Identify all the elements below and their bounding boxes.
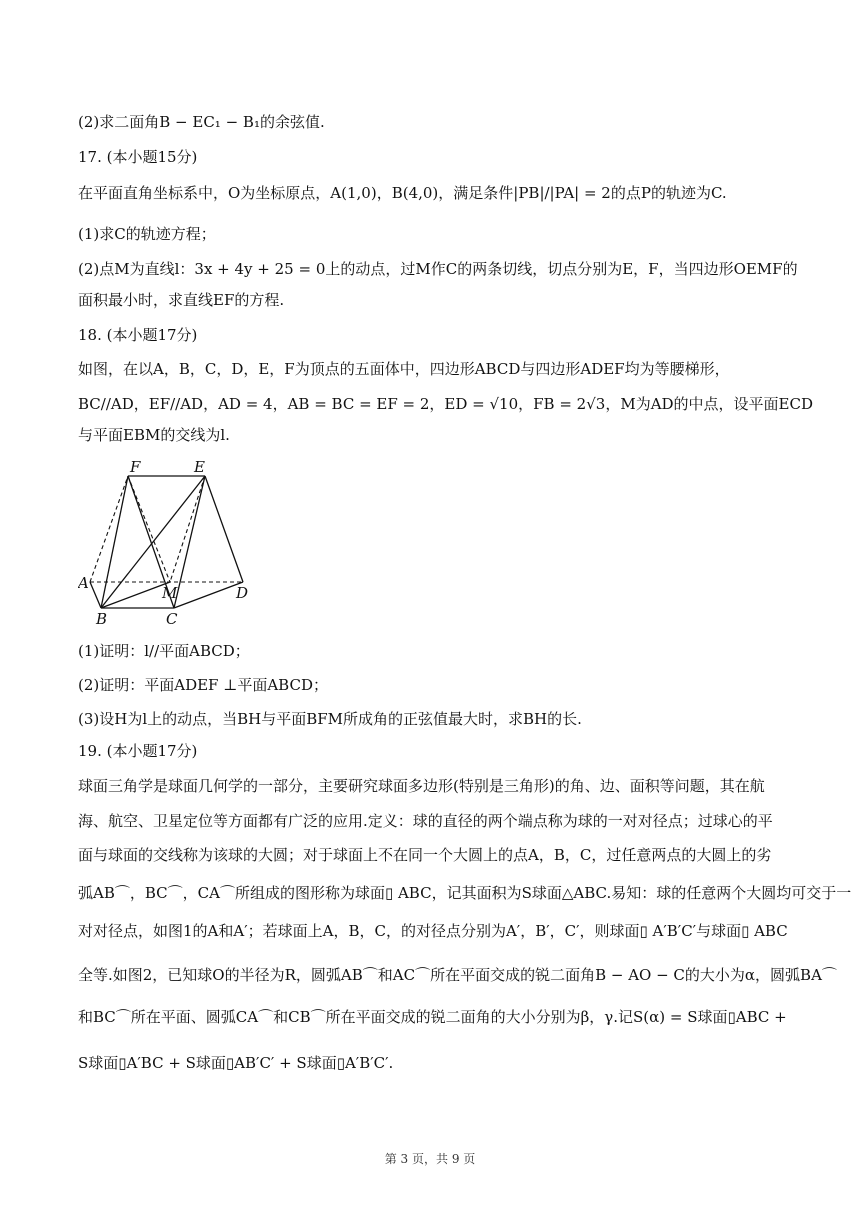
label-F: F [130,458,141,476]
text-line-3: 在平面直角坐标系中，O为坐标原点，A(1,0)，B(4,0)，满足条件|PB|/|PA| = 2的点P的轨迹为C. [78,184,727,202]
edge-AB [90,582,101,608]
text-line-12: (2)证明：平面ADEF ⊥平面ABCD； [78,676,328,694]
label-B: B [96,610,108,628]
edge-FB [101,476,128,608]
text-line-9: BC//AD，EF//AD，AD = 4，AB = BC = EF = 2，ED = √10，FB = 2√3，M为AD的中点，设平面ECD [78,395,814,413]
pentahedron-figure [78,456,268,628]
edge-ED [205,476,243,582]
label-C: C [166,610,178,628]
edge-EM-hidden [170,476,205,582]
text-line-5: (2)点M为直线l：3x + 4y + 25 = 0上的动点，过M作C的两条切线，切点分别为E，F，当四边形OEMF的 [78,260,798,278]
text-line-15: 球面三角学是球面几何学的一部分，主要研究球面多边形(特别是三角形)的角、边、面积等问题，其在航 [78,777,765,795]
text-line-1: (2)求二面角B − EC₁ − B₁的余弦值. [78,113,325,131]
page-footer: 第 3 页，共 9 页 [384,1152,476,1166]
label-E: E [194,458,205,476]
label-D: D [236,584,249,602]
text-line-8: 如图，在以A，B，C，D，E，F为顶点的五面体中，四边形ABCD与四边形ADEF均为等腰梯形， [78,360,730,378]
text-line-21: 和BC⌒所在平面、圆弧CA⌒和CB⌒所在平面交成的锐二面角的大小分别为β，γ.记S(α) = S球面▯ABC + [78,1008,787,1026]
text-line-6: 面积最小时，求直线EF的方程. [78,291,285,309]
edge-CD [174,582,243,608]
text-line-13: (3)设H为l上的动点，当BH与平面BFM所成角的正弦值最大时，求BH的长. [78,710,582,728]
text-line-17: 面与球面的交线称为该球的大圆；对于球面上不在同一个大圆上的点A，B，C，过任意两点的大圆上的劣 [78,846,772,864]
text-line-11: (1)证明：l//平面ABCD； [78,642,250,660]
text-line-16: 海、航空、卫星定位等方面都有广泛的应用.定义：球的直径的两个端点称为球的一对对径点；过球心的平 [78,812,773,830]
label-M: M [162,584,178,602]
text-line-4: (1)求C的轨迹方程； [78,225,216,243]
text-line-22: S球面▯A′BC + S球面▯AB′C′ + S球面▯A′B′C′. [78,1054,394,1072]
text-line-14: 19. (本小题17分) [78,742,198,760]
text-line-10: 与平面EBM的交线为l. [78,426,230,444]
label-A: A [78,574,89,592]
text-line-2: 17. (本小题15分) [78,148,198,166]
text-line-18: 弧AB⌒，BC⌒，CA⌒所组成的图形称为球面▯ ABC，记其面积为S球面△ABC.易知：球的任意两个大圆均可交于一 [78,884,852,902]
text-line-19: 对对径点，如图1的A和A′；若球面上A，B，C，的对径点分别为A′，B′，C′，则球面▯ A′B′C′与球面▯ ABC [78,922,788,940]
text-line-20: 全等.如图2，已知球O的半径为R，圆弧AB⌒和AC⌒所在平面交成的锐二面角B − AO − C的大小为α，圆弧BA⌒ [78,966,837,984]
pentahedron-diagram [78,456,268,628]
text-line-7: 18. (本小题17分) [78,326,198,344]
